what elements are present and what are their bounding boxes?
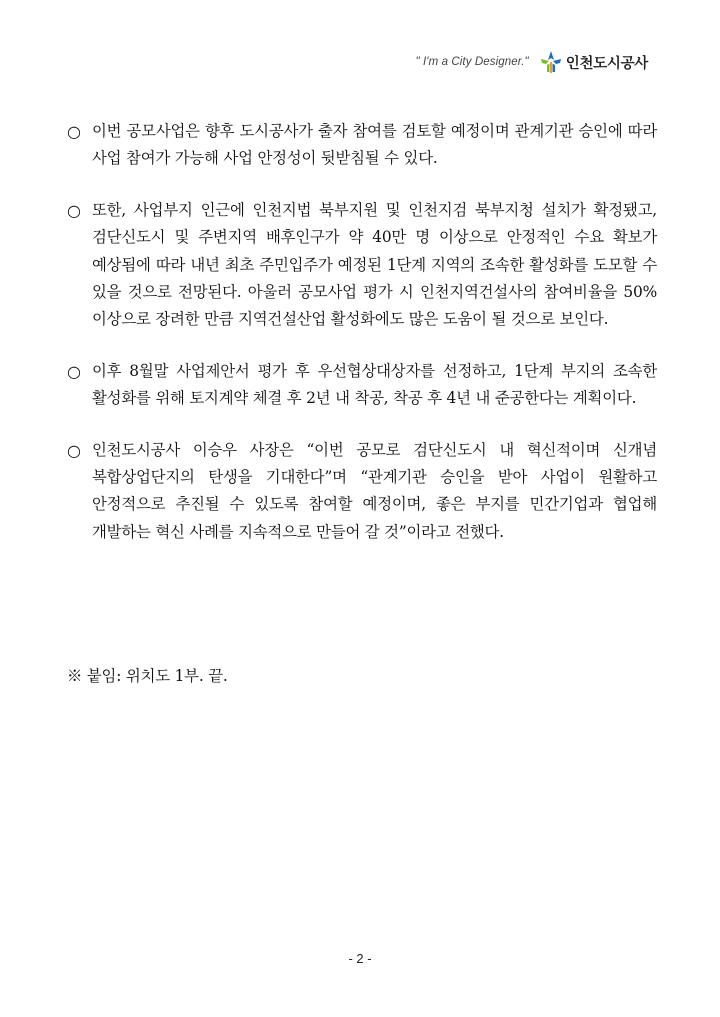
paragraph [67, 197, 657, 334]
paragraph-text: 인천도시공사 이승우 사장은 “이번 공모로 검단신도시 내 혁신적이며 신개념 복합상업단지의 탄생을 기대한다”며 “관계기관 승인을 받아 사업이 원활하고 안정적으로 추진될 수 있도록 참여할 예정이며, 좋은 부지를 민간기업과 협업해 개발하는 혁신 사례를 지속적으로 만들어 갈 것”이라고 전했다. [92, 440, 657, 541]
bullet-circle-icon: ○ [67, 122, 81, 141]
attachment-note: ※ 붙임: 위치도 1부. 끝. [67, 667, 228, 685]
incheon-logo-icon [539, 50, 563, 74]
bullet-circle-icon: ○ [67, 200, 81, 220]
paragraph-text: 이번 공모사업은 향후 도시공사가 출자 참여를 검토할 예정이며 관계기관 승인에 따라 사업 참여가 가능해 사업 안정성이 뒷받침될 수 있다. [92, 122, 657, 168]
bullet-circle-icon: ○ [67, 361, 81, 381]
tagline: " I'm a City Designer." [415, 56, 529, 68]
paragraph [67, 358, 657, 413]
paragraph-text: 이후 8월말 사업제안서 평가 후 우선협상대상자를 선정하고, 1단계 부지의 조속한 활성화를 위해 토지계약 체결 후 2년 내 착공, 착공 후 4년 내 준공한다는 계획이다. [92, 361, 657, 408]
paragraph [67, 437, 657, 547]
org-name: 인천도시공사 [565, 55, 648, 72]
logo [539, 50, 648, 74]
page-number: - 2 - [348, 951, 372, 966]
bullet-circle-icon: ○ [67, 440, 81, 460]
header [416, 48, 648, 76]
paragraph [67, 118, 657, 173]
paragraph-text: 또한, 사업부지 인근에 인천지법 북부지원 및 인천지검 북부지청 설치가 확정됐고, 검단신도시 및 주변지역 배후인구가 약 40만 명 이상으로 안정적인 수요 확보가 예상됨에 따라 내년 최초 주민입주가 예정된 1단계 지역의 조속한 활성화를 도모할 수 있을 것으로 전망된다. 아울러 공모사업 평가 시 인천지역건설사의 참여비율을 50% 이상으로 장려한 만큼 지역건설산업 활성화에도 많은 도움이 될 것으로 보인다. [92, 200, 657, 329]
body-content [67, 118, 657, 570]
